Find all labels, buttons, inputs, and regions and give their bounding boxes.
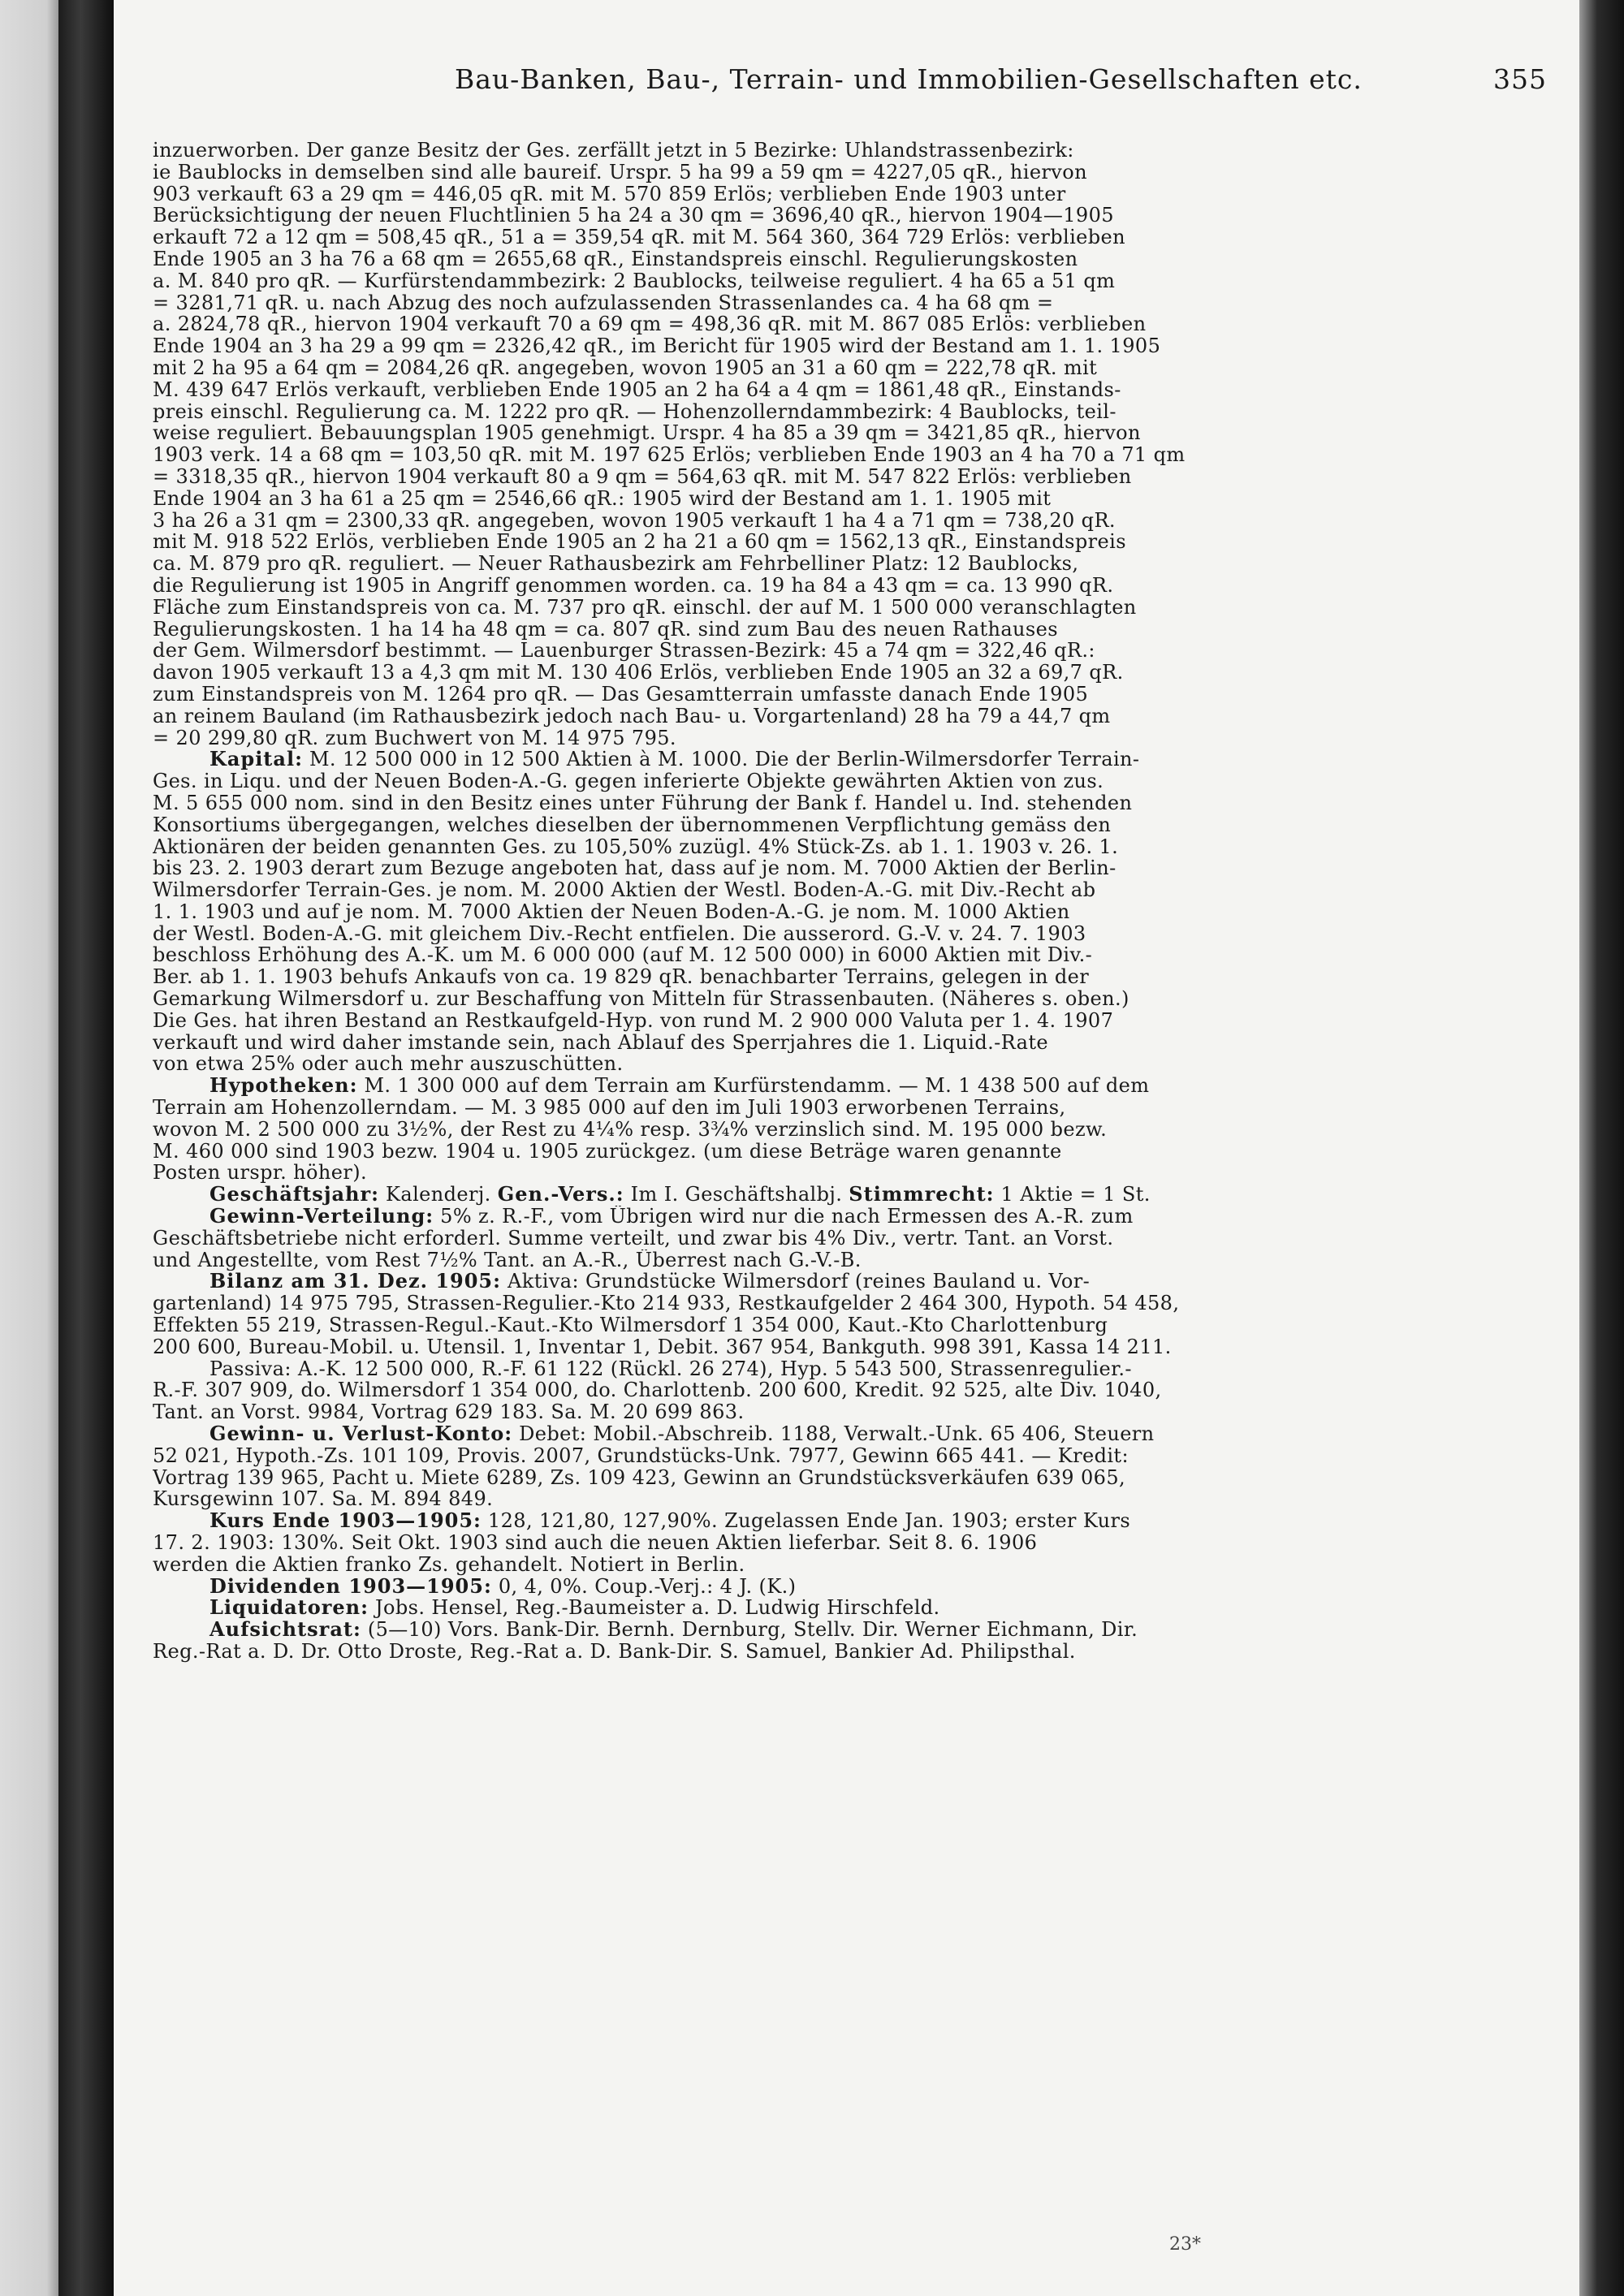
text-line: [153, 553, 1541, 575]
line-text: beschloss Erhöhung des A.-K. um M. 6 000 000 (auf M. 12 500 000) in 6000 Aktien mit Div.-: [153, 944, 1093, 967]
text-line: [153, 1141, 1541, 1163]
book-gutter: [58, 0, 114, 2296]
line-text: Regulierungskosten. 1 ha 14 ha 48 qm = ca. 807 qR. sind zum Bau des neuen Rathauses: [153, 618, 1058, 641]
line-text: 17. 2. 1903: 130%. Seit Okt. 1903 sind auch die neuen Aktien lieferbar. Seit 8. 6. 1906: [153, 1532, 1038, 1554]
text-line: [153, 1206, 1541, 1228]
page-header: [187, 63, 1547, 104]
text-line: [153, 270, 1541, 292]
text-line: [153, 814, 1541, 836]
text-line: [153, 1075, 1541, 1097]
line-text: 903 verkauft 63 a 29 qm = 446,05 qR. mit M. 570 859 Erlös; verblieben Ende 1903 unter: [153, 183, 1066, 205]
section-heading: Gewinn- u. Verlust-Konto:: [209, 1423, 513, 1445]
text-line: [153, 619, 1541, 641]
line-text: Posten urspr. höher).: [153, 1162, 368, 1185]
text-line: [153, 162, 1541, 183]
line-text: 52 021, Hypoth.-Zs. 101 109, Provis. 2007, Grundstücks-Unk. 7977, Gewinn 665 441. — Kredit:: [153, 1444, 1129, 1467]
text-line: [153, 227, 1541, 248]
line-text: Debet: Mobil.-Abschreib. 1188, Verwalt.-Unk. 65 406, Steuern: [512, 1423, 1155, 1445]
section-heading: Gen.-Vers.:: [497, 1184, 624, 1206]
line-text: 1 Aktie = 1 St.: [994, 1184, 1151, 1206]
text-line: [153, 1619, 1541, 1641]
text-line: [153, 1228, 1541, 1249]
line-text: (5—10) Vors. Bank-Dir. Bernh. Dernburg, Stellv. Dir. Werner Eichmann, Dir.: [361, 1619, 1138, 1641]
line-text: Ges. in Liqu. und der Neuen Boden-A.-G. gegen inferierte Objekte gewährten Aktien von zus.: [153, 770, 1104, 792]
facing-page-margin: [0, 0, 58, 2296]
line-text: Jobs. Hensel, Reg.-Baumeister a. D. Ludwig Hirschfeld.: [369, 1597, 940, 1620]
text-line: [153, 662, 1541, 684]
text-line: [153, 879, 1541, 901]
line-text: Kursgewinn 107. Sa. M. 894 849.: [153, 1488, 494, 1511]
line-text: bis 23. 2. 1903 derart zum Bezuge angeboten hat, dass auf je nom. M. 7000 Aktien der Berlin-: [153, 857, 1116, 880]
line-text: Die Ges. hat ihren Bestand an Restkaufgeld-Hyp. von rund M. 2 900 000 Valuta per 1. 4. 1907: [153, 1009, 1114, 1032]
line-text: gartenland) 14 975 795, Strassen-Regulier.-Kto 214 933, Restkaufgelder 2 464 300, Hypoth. 54 458,: [153, 1293, 1180, 1315]
line-text: Ende 1904 an 3 ha 29 a 99 qm = 2326,42 qR., im Bericht für 1905 wird der Bestand am 1. 1. 1905: [153, 335, 1161, 357]
line-text: M. 439 647 Erlös verkauft, verblieben Ende 1905 an 2 ha 64 a 4 qm = 1861,48 qR., Einstands-: [153, 378, 1121, 401]
text-line: [153, 1119, 1541, 1141]
section-heading: Liquidatoren:: [209, 1597, 369, 1620]
text-line: [153, 1445, 1541, 1467]
text-line: [153, 575, 1541, 597]
text-line: [153, 988, 1541, 1010]
line-text: Terrain am Hohenzollerndam. — M. 3 985 000 auf den im Juli 1903 erworbenen Terrains,: [153, 1097, 1066, 1119]
line-text: erkauft 72 a 12 qm = 508,45 qR., 51 a = 359,54 qR. mit M. 564 360, 364 729 Erlös: verblieben: [153, 227, 1126, 248]
line-text: werden die Aktien franko Zs. gehandelt. Notiert in Berlin.: [153, 1553, 745, 1576]
line-text: 1903 verk. 14 a 68 qm = 103,50 qR. mit M. 197 625 Erlös; verblieben Ende 1903 an 4 ha 70 a 71 qm: [153, 444, 1186, 466]
text-line: [153, 313, 1541, 335]
text-line: [153, 1597, 1541, 1619]
text-line: [153, 1379, 1541, 1401]
line-text: 1. 1. 1903 und auf je nom. M. 7000 Aktien der Neuen Boden-A.-G. je nom. M. 1000 Aktien: [153, 900, 1070, 923]
running-title: Bau-Banken, Bau-, Terrain- und Immobilien-Gesellschaften etc.: [455, 63, 1363, 95]
text-line: [153, 401, 1541, 423]
line-text: an reinem Bauland (im Rathausbezirk jedoch nach Bau- u. Vorgartenland) 28 ha 79 a 44,7 qm: [153, 705, 1111, 727]
text-line: [153, 466, 1541, 488]
line-text: Ber. ab 1. 1. 1903 behufs Ankaufs von ca. 19 829 qR. benachbarter Terrains, gelegen in der: [153, 966, 1090, 989]
line-text: Konsortiums übergegangen, welches dieselben der übernommenen Verpflichtung gemäss den: [153, 814, 1112, 836]
text-line: [153, 792, 1541, 814]
text-line: [153, 531, 1541, 553]
line-text: und Angestellte, vom Rest 7½% Tant. an A.-R., Überrest nach G.-V.-B.: [153, 1249, 862, 1271]
text-line: [153, 1510, 1541, 1532]
line-text: = 20 299,80 qR. zum Buchwert von M. 14 975 795.: [153, 727, 676, 749]
text-line: [153, 1554, 1541, 1576]
line-text: M. 5 655 000 nom. sind in den Besitz eines unter Führung der Bank f. Handel u. Ind. stehenden: [153, 792, 1133, 814]
text-line: [153, 597, 1541, 619]
text-line: [153, 901, 1541, 923]
line-text: Vortrag 139 965, Pacht u. Miete 6289, Zs. 109 423, Gewinn an Grundstücksverkäufen 639 065,: [153, 1466, 1126, 1489]
line-text: Tant. an Vorst. 9984, Vortrag 629 183. Sa. M. 20 699 863.: [153, 1401, 745, 1424]
line-text: 3 ha 26 a 31 qm = 2300,33 qR. angegeben, wovon 1905 verkauft 1 ha 4 a 71 qm = 738,20 qR.: [153, 509, 1116, 532]
text-line: [153, 1641, 1541, 1663]
line-text: Reg.-Rat a. D. Dr. Otto Droste, Reg.-Rat a. D. Bank-Dir. S. Samuel, Bankier Ad. Philipsthal.: [153, 1640, 1076, 1663]
text-line: [153, 770, 1541, 792]
line-text: a. M. 840 pro qR. — Kurfürstendammbezirk: 2 Baublocks, teilweise reguliert. 4 ha 65 a 51 qm: [153, 270, 1116, 292]
text-line: [153, 205, 1541, 227]
line-text: mit 2 ha 95 a 64 qm = 2084,26 qR. angegeben, wovon 1905 an 31 a 60 qm = 222,78 qR. mit: [153, 356, 1098, 379]
line-text: die Regulierung ist 1905 in Angriff genommen worden. ca. 19 ha 84 a 43 qm = ca. 13 990 qR.: [153, 574, 1114, 597]
text-line: [153, 379, 1541, 401]
text-line: [153, 727, 1541, 749]
text-line: [153, 857, 1541, 879]
line-text: Fläche zum Einstandspreis von ca. M. 737 pro qR. einschl. der auf M. 1 500 000 veranschlagten: [153, 596, 1137, 619]
text-line: [153, 684, 1541, 706]
text-line: [153, 1184, 1541, 1206]
body-text: [153, 140, 1541, 1663]
text-line: [153, 749, 1541, 770]
line-text: ca. M. 879 pro qR. reguliert. — Neuer Rathausbezirk am Fehrbelliner Platz: 12 Baublocks,: [153, 553, 1079, 575]
text-line: [153, 335, 1541, 357]
text-line: [153, 183, 1541, 205]
line-text: Ende 1904 an 3 ha 61 a 25 qm = 2546,66 qR.: 1905 wird der Bestand am 1. 1. 1905 mit: [153, 487, 1052, 510]
line-text: zum Einstandspreis von M. 1264 pro qR. — Das Gesamtterrain umfasste danach Ende 1905: [153, 683, 1089, 706]
text-line: [153, 1032, 1541, 1054]
text-line: [153, 1249, 1541, 1271]
line-text: inzuerworben. Der ganze Besitz der Ges. zerfällt jetzt in 5 Bezirke: Uhlandstrassenbezirk:: [153, 140, 1074, 162]
text-line: [153, 706, 1541, 727]
line-text: a. 2824,78 qR., hiervon 1904 verkauft 70 a 69 qm = 498,36 qR. mit M. 867 085 Erlös: verblieben: [153, 313, 1147, 336]
text-line: [153, 248, 1541, 270]
text-line: [153, 1423, 1541, 1445]
line-text: R.-F. 307 909, do. Wilmersdorf 1 354 000, do. Charlottenb. 200 600, Kredit. 92 525, alte Div. 1040,: [153, 1379, 1162, 1402]
line-text: Wilmersdorfer Terrain-Ges. je nom. M. 2000 Aktien der Westl. Boden-A.-G. mit Div.-Recht ab: [153, 879, 1096, 901]
section-heading: Kurs Ende 1903—1905:: [209, 1510, 482, 1532]
line-text: 128, 121,80, 127,90%. Zugelassen Ende Jan. 1903; erster Kurs: [481, 1510, 1131, 1532]
line-text: Berücksichtigung der neuen Fluchtlinien 5 ha 24 a 30 qm = 3696,40 qR., hiervon 1904—1905: [153, 205, 1114, 227]
text-line: [153, 923, 1541, 945]
line-text: Geschäftsbetriebe nicht erforderl. Summe verteilt, und zwar bis 4% Div., vertr. Tant. an Vorst.: [153, 1227, 1114, 1249]
section-heading: Gewinn-Verteilung:: [209, 1206, 434, 1228]
line-text: = 3318,35 qR., hiervon 1904 verkauft 80 a 9 qm = 564,63 qR. mit M. 547 822 Erlös: verblieben: [153, 465, 1132, 488]
line-text: wovon M. 2 500 000 zu 3½%, der Rest zu 4¼% resp. 3¾% verzinslich sind. M. 195 000 bezw.: [153, 1118, 1108, 1141]
line-text: mit M. 918 522 Erlös, verblieben Ende 1905 an 2 ha 21 a 60 qm = 1562,13 qR., Einstandspreis: [153, 531, 1126, 554]
line-text: 5% z. R.-F., vom Übrigen wird nur die nach Ermessen des A.-R. zum: [434, 1206, 1134, 1228]
signature-mark: 23*: [1169, 2234, 1201, 2255]
line-text: preis einschl. Regulierung ca. M. 1222 pro qR. — Hohenzollerndammbezirk: 4 Baublocks, teil-: [153, 400, 1116, 423]
text-line: [153, 357, 1541, 379]
line-text: Gemarkung Wilmersdorf u. zur Beschaffung von Mitteln für Strassenbauten. (Näheres s. oben.): [153, 988, 1129, 1010]
text-line: [153, 1053, 1541, 1075]
text-line: [153, 1010, 1541, 1032]
line-text: davon 1905 verkauft 13 a 4,3 qm mit M. 130 406 Erlös, verblieben Ende 1905 an 32 a 69,7 qR.: [153, 662, 1124, 684]
text-line: [153, 488, 1541, 510]
text-line: [153, 510, 1541, 532]
line-text: von etwa 25% oder auch mehr auszuschütten.: [153, 1053, 624, 1076]
section-heading: Hypotheken:: [209, 1075, 358, 1098]
section-heading: Stimmrecht:: [849, 1184, 995, 1206]
line-text: M. 460 000 sind 1903 bezw. 1904 u. 1905 zurückgez. (um diese Beträge waren genannte: [153, 1140, 1062, 1163]
section-heading: Aufsichtsrat:: [209, 1619, 361, 1641]
line-text: der Gem. Wilmersdorf bestimmt. — Lauenburger Strassen-Bezirk: 45 a 74 qm = 322,46 qR.:: [153, 640, 1095, 662]
section-heading: Bilanz am 31. Dez. 1905:: [209, 1271, 501, 1293]
line-text: = 3281,71 qR. u. nach Abzug des noch aufzulassenden Strassenlandes ca. 4 ha 68 qm =: [153, 291, 1054, 314]
section-heading: Geschäftsjahr:: [209, 1184, 379, 1206]
line-text: Passiva: A.-K. 12 500 000, R.-F. 61 122 (Rückl. 26 274), Hyp. 5 543 500, Strassenregulier.-: [209, 1357, 1132, 1380]
text-line: [153, 836, 1541, 858]
line-text: der Westl. Boden-A.-G. mit gleichem Div.-Recht entfielen. Die ausserord. G.-V. v. 24. 7. 1903: [153, 922, 1086, 945]
text-line: [153, 1532, 1541, 1554]
line-text: ie Baublocks in demselben sind alle baureif. Urspr. 5 ha 99 a 59 qm = 4227,05 qR., hiervon: [153, 161, 1087, 183]
page-number: 355: [1493, 63, 1547, 95]
line-text: weise reguliert. Bebauungsplan 1905 genehmigt. Urspr. 4 ha 85 a 39 qm = 3421,85 qR., hiervon: [153, 422, 1141, 445]
line-text: Aktionären der beiden genannten Ges. zu 105,50% zuzügl. 4% Stück-Zs. ab 1. 1. 1903 v. 26. 1.: [153, 835, 1119, 858]
scanned-page: [114, 0, 1579, 2296]
text-line: [153, 1097, 1541, 1119]
text-line: [153, 944, 1541, 966]
text-line: [153, 640, 1541, 662]
line-text: Aktiva: Grundstücke Wilmersdorf (reines Bauland u. Vor-: [501, 1271, 1091, 1293]
line-text: Effekten 55 219, Strassen-Regul.-Kaut.-Kto Wilmersdorf 1 354 000, Kaut.-Kto Charlottenburg: [153, 1314, 1108, 1336]
text-line: [153, 1401, 1541, 1423]
section-heading: Dividenden 1903—1905:: [209, 1575, 492, 1598]
section-heading: Kapital:: [209, 749, 303, 771]
text-line: [153, 1293, 1541, 1314]
line-text: 0, 4, 0%. Coup.-Verj.: 4 J. (K.): [491, 1575, 797, 1598]
text-line: [153, 966, 1541, 988]
text-line: [153, 1336, 1541, 1358]
line-text: M. 12 500 000 in 12 500 Aktien à M. 1000. Die der Berlin-Wilmersdorfer Terrain-: [302, 749, 1140, 771]
text-line: [153, 1576, 1541, 1598]
text-line: [153, 422, 1541, 444]
text-line: [153, 1162, 1541, 1184]
text-line: [153, 444, 1541, 466]
text-line: [153, 292, 1541, 314]
text-line: [153, 1488, 1541, 1510]
line-text: verkauft und wird daher imstande sein, nach Ablauf des Sperrjahres die 1. Liquid.-Rate: [153, 1031, 1049, 1054]
line-text: 200 600, Bureau-Mobil. u. Utensil. 1, Inventar 1, Debit. 367 954, Bankguth. 998 391, Kassa 14 211.: [153, 1336, 1172, 1358]
line-text: Kalenderj.: [379, 1184, 498, 1206]
text-line: [153, 1467, 1541, 1489]
line-text: Ende 1905 an 3 ha 76 a 68 qm = 2655,68 qR., Einstandspreis einschl. Regulierungskosten: [153, 248, 1078, 270]
page-edge-shadow: [1579, 0, 1624, 2296]
text-line: [153, 1358, 1541, 1380]
text-line: [153, 1314, 1541, 1336]
text-line: [153, 1271, 1541, 1293]
text-line: [153, 140, 1541, 162]
line-text: M. 1 300 000 auf dem Terrain am Kurfürstendamm. — M. 1 438 500 auf dem: [357, 1075, 1150, 1098]
line-text: Im I. Geschäftshalbj.: [624, 1184, 849, 1206]
